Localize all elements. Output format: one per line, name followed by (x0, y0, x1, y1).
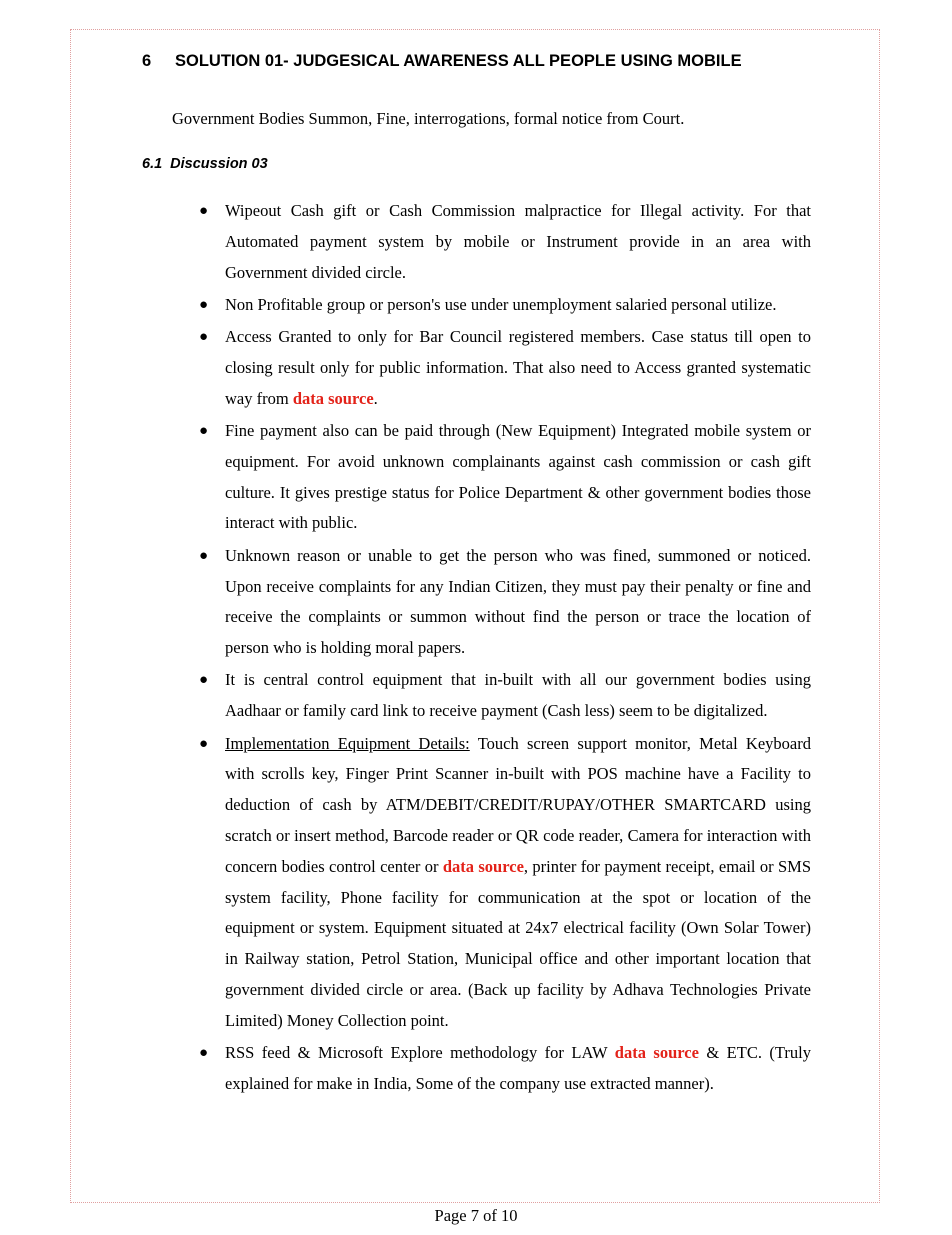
bullet-icon: ● (199, 423, 209, 440)
list-item-text-end: , printer for payment receipt, email or SMS system facility, Phone facility for communication at the spot or location of the equipment or system. Equipment situated at 24x7 electrical facility (Own Solar Tower) in Railway station, Petrol Station, Municipal office and other important location that government divided circle or area. (Back up facility by Adhava Technologies Private Limited) Money Collection point. (225, 856, 812, 1030)
section-title: SOLUTION 01- JUDGESICAL AWARENESS ALL PEOPLE USING MOBILE (175, 52, 742, 70)
bullet-icon: ● (199, 329, 209, 346)
list-item (199, 290, 811, 321)
subsection-title: Discussion 03 (170, 156, 268, 172)
list-item-text: It is central control equipment that in-built with all our government bodies using Aadhaar or family card link to receive payment (Cash less) seem to be digitalized. (225, 670, 811, 721)
list-item-text: Fine payment also can be paid through (New Equipment) Integrated mobile system or equipment. For avoid unknown complainants against cash commission or cash gift culture. It gives prestige status for Police Department & other government bodies those interact with public. (225, 421, 811, 533)
section-number: 6 (142, 52, 152, 70)
list-item-text-end: . (373, 388, 378, 408)
list-item-text: Access Granted to only for Bar Council registered members. Case status till open to closing result only for public information. That also need to Access granted systematic way from (225, 327, 811, 408)
bullet-icon: ● (199, 547, 209, 564)
bullet-icon: ● (199, 672, 209, 689)
list-item (199, 1038, 811, 1100)
bullet-icon: ● (199, 1045, 209, 1062)
section-heading (142, 52, 842, 71)
page-footer: Page 7 of 10 (434, 1206, 518, 1225)
list-item (199, 196, 811, 288)
list-item-text: Wipeout Cash gift or Cash Commission malpractice for Illegal activity. For that Automated payment system by mobile or Instrument provide in an area with Government divided circle. (225, 201, 811, 282)
list-item-text: RSS feed & Microsoft Explore methodology for LAW (225, 1043, 615, 1063)
intro-paragraph: Government Bodies Summon, Fine, interrogations, formal notice from Court. (172, 109, 685, 128)
list-item-text: Touch screen support monitor, Metal Keyboard with scrolls key, Finger Print Scanner in-built with POS machine have a Facility to deduction of cash by ATM/DEBIT/CREDIT/RUPAY/OTHER SMARTCARD using scratch or insert method, Barcode reader or QR code reader, Camera for interaction with concern bodies control center or (225, 733, 811, 876)
subsection-number: 6.1 (142, 156, 163, 172)
data-source-highlight: data source (442, 856, 524, 876)
list-item (199, 541, 811, 664)
list-item-text: Non Profitable group or person's use under unemployment salaried personal utilize. (225, 294, 777, 314)
list-item-text-end: & ETC. (Truly explained for make in India, Some of the company use extracted manner). (225, 1043, 811, 1093)
data-source-highlight: data source (614, 1043, 699, 1063)
data-source-highlight: data source (292, 388, 374, 408)
list-item (199, 729, 812, 1037)
underlined-label: Implementation Equipment Details: (225, 733, 470, 753)
list-item-text: Unknown reason or unable to get the person who was fined, summoned or noticed. Upon receive complaints for any Indian Citizen, they must pay their penalty or fine and receive the complaints or summon without find the person or trace the location of person who is holding moral papers. (225, 545, 811, 658)
bullet-list (199, 196, 812, 1101)
bullet-icon: ● (199, 735, 209, 752)
list-item (199, 416, 811, 539)
list-item (199, 665, 811, 727)
bullet-icon: ● (199, 296, 209, 313)
list-item (199, 322, 811, 414)
bullet-icon: ● (199, 203, 209, 219)
subsection-heading (142, 156, 268, 172)
